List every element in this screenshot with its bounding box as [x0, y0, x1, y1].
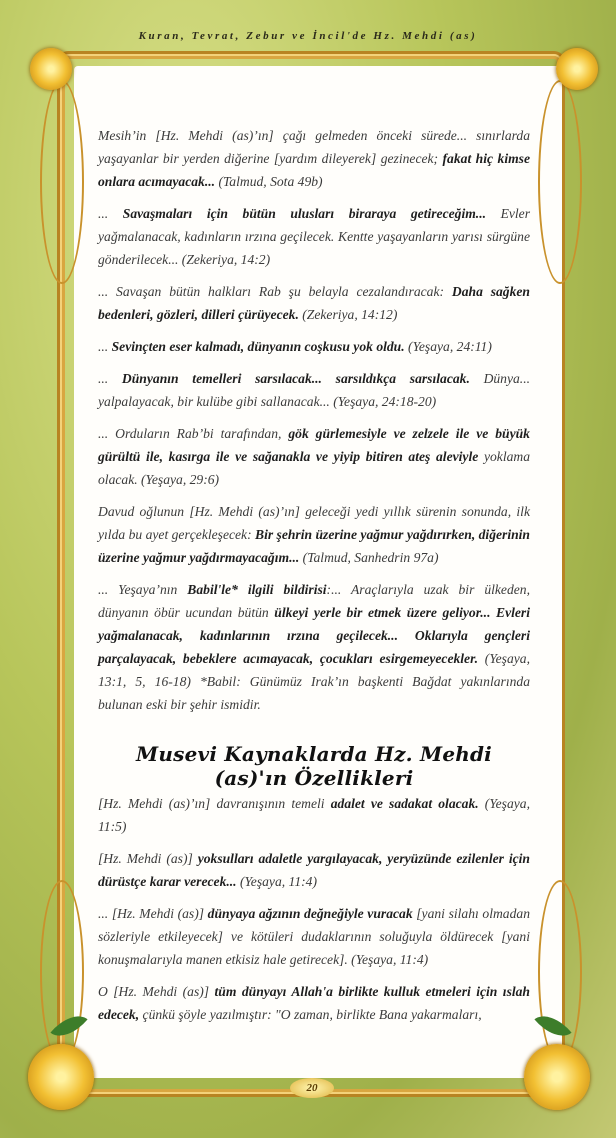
text-segment: Evler yağmalanacak, kadınların ırzına geçilecek. Kentte yaşayanların yarısı sürgüne gönderilecek... (Zekeriya, 14:2)	[98, 206, 531, 267]
text-segment: (Yeşaya, 11:4)	[236, 874, 317, 889]
page-content	[98, 124, 530, 1035]
vine-ornament	[40, 880, 84, 1064]
text-segment: (Yeşaya, 13:1, 5, 16-18) *Babil: Günümüz Irak’ın başkenti Bağdat yakınlarında bulunan eski bir şehir ismidir.	[98, 651, 530, 712]
text-segment: ... Yeşaya’nın	[98, 582, 188, 597]
paragraph	[98, 124, 530, 193]
emphasized-text: Dünyanın temelleri sarsılacak... sarsıldıkça sarsılacak.	[121, 371, 470, 386]
vine-ornament	[40, 80, 84, 284]
paragraph	[98, 902, 530, 971]
paragraph	[98, 280, 530, 326]
text-segment: ... [Hz. Mehdi (as)]	[98, 906, 208, 921]
paragraph	[98, 335, 530, 358]
text-segment: Dünya... yalpalayacak, bir kulübe gibi sallanacak... (Yeşaya, 24:18-20)	[98, 371, 530, 409]
text-segment: :... Araçlarıyla uzak bir ülkeden, dünyanın öbür ucundan bütün	[98, 582, 530, 620]
text-segment: ...	[98, 371, 122, 386]
rose-icon	[30, 48, 72, 90]
vine-ornament	[538, 80, 582, 284]
emphasized-text: Daha sağken bedenleri, gözleri, dilleri çürüyecek.	[98, 284, 530, 322]
vine-ornament	[538, 880, 582, 1064]
text-segment: (Yeşaya, 24:11)	[404, 339, 492, 354]
running-header: Kuran, Tevrat, Zebur ve İncil'de Hz. Mehdi (as)	[138, 30, 478, 42]
paragraph	[98, 847, 530, 893]
paragraph	[98, 980, 530, 1026]
text-segment: yoklama olacak. (Yeşaya, 29:6)	[98, 449, 531, 487]
text-segment: Davud oğlunun [Hz. Mehdi (as)’ın] geleceği yedi yıllık sürenin sonunda, ilk yılda bu ayet gerçekleşecek:	[98, 504, 530, 542]
emphasized-text: dünyaya ağzının değneğiyle vuracak	[207, 906, 413, 921]
emphasized-text: fakat hiç kimse onlara acımayacak...	[98, 151, 530, 189]
paragraph	[98, 202, 530, 271]
text-segment: [Hz. Mehdi (as)’ın] davranışının temeli	[98, 796, 331, 811]
text-segment: O [Hz. Mehdi (as)]	[98, 984, 215, 999]
rose-icon	[28, 1044, 94, 1110]
emphasized-text: Sevinçten eser kalmadı, dünyanın coşkusu yok oldu.	[111, 339, 405, 354]
emphasized-text: Savaşmaları için bütün ulusları biraraya getireceğim...	[122, 206, 486, 221]
paragraph	[98, 500, 530, 569]
page-number: 20	[290, 1078, 334, 1098]
text-segment: [yani silahı olmadan sözleriyle etkileyecek] ve kötüleri dudaklarının soluğuyla öldürecek [yani konuşmalarıyla manen etkisiz hale getirecek]. (Yeşaya, 11:4)	[98, 906, 530, 967]
text-segment: (Yeşaya, 11:5)	[98, 796, 530, 834]
text-segment: çünkü şöyle yazılmıştır: "O zaman, birlikte Bana yakarmaları,	[139, 1007, 482, 1022]
emphasized-text: Bir şehrin üzerine yağmur yağdırırken, diğerinin üzerine yağmur yağdırmayacağım...	[98, 527, 530, 565]
text-segment: Mesih’in [Hz. Mehdi (as)’ın] çağı gelmeden önceki sürede... sınırlarda yaşayanlar bir yerden diğerine [yardım dileyerek] gezinecek;	[98, 128, 530, 166]
rose-icon	[524, 1044, 590, 1110]
paragraph	[98, 367, 530, 413]
features-section	[98, 792, 530, 1026]
emphasized-text: yoksulları adaletle yargılayacak, yeryüzünde ezilenler için dürüstçe karar verecek...	[98, 851, 530, 889]
section-heading: Musevi Kaynaklarda Hz. Mehdi (as)'ın Özellikleri	[136, 742, 492, 790]
emphasized-text: Babil'le* ilgili bildirisi	[187, 582, 327, 597]
paragraph	[98, 792, 530, 838]
text-segment: ... Savaşan bütün halkları Rab şu belayla cezalandıracak:	[98, 284, 452, 299]
emphasized-text: ülkeyi yerle bir etmek üzere geliyor... Evleri yağmalanacak, kadınlarının ırzına geçilecek... Oklarıyla gençleri parçalayacak, bebeklere acımayacak, çocukları esirgemeyecekler.	[98, 605, 531, 666]
text-segment: ... Orduların Rab’bi tarafından,	[98, 426, 289, 441]
paragraph	[98, 578, 530, 716]
emphasized-text: tüm dünyayı Allah'a birlikte kulluk etmeleri için ıslah edecek,	[98, 984, 530, 1022]
rose-icon	[556, 48, 598, 90]
paragraph	[98, 422, 530, 491]
quotes-section	[98, 124, 530, 716]
emphasized-text: adalet ve sadakat olacak.	[330, 796, 479, 811]
text-segment: [Hz. Mehdi (as)]	[98, 851, 198, 866]
emphasized-text: gök gürlemesiyle ve zelzele ile ve büyük gürültü ile, kasırga ile ve sağanakla ve yiyip bitiren ateş aleviyle	[98, 426, 530, 464]
text-segment: ...	[98, 339, 112, 354]
text-segment: (Talmud, Sota 49b)	[215, 174, 323, 189]
text-segment: (Talmud, Sanhedrin 97a)	[299, 550, 439, 565]
text-segment: ...	[98, 206, 123, 221]
text-segment: (Zekeriya, 14:12)	[298, 307, 398, 322]
